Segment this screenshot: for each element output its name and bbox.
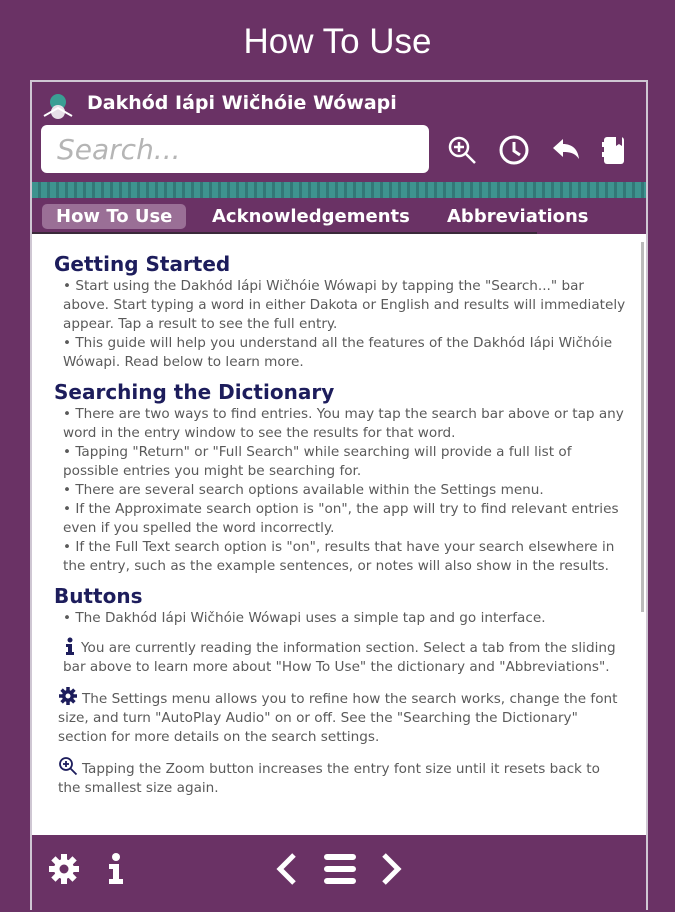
paragraph: • There are several search options available within the Settings menu. bbox=[63, 482, 544, 498]
section-getting-started bbox=[54, 252, 626, 372]
page-title: How To Use bbox=[243, 22, 432, 61]
section-searching bbox=[54, 380, 626, 576]
tab-abbreviations[interactable]: Abbreviations bbox=[447, 206, 589, 227]
section-heading: Searching the Dictionary bbox=[54, 380, 335, 404]
settings-gear-icon[interactable] bbox=[46, 851, 82, 887]
paragraph: • Tapping "Return" or "Full Search" while searching will provide a full list of possible entries you might be searching for. bbox=[63, 444, 572, 479]
section-buttons bbox=[54, 584, 626, 798]
bottom-toolbar bbox=[32, 835, 646, 912]
paragraph: • If the Approximate search option is "on", the app will try to find relevant entries even if you spelled the word incorrectly. bbox=[63, 501, 619, 536]
zoom-text: Tapping the Zoom button increases the entry font size until it resets back to the smallest size again. bbox=[58, 761, 600, 796]
settings-paragraph bbox=[54, 686, 626, 747]
settings-text: The Settings menu allows you to refine how the search works, change the font size, and turn "AutoPlay Audio" on or off. See the "Searching the Dictionary" section for more details on the search settings. bbox=[58, 691, 618, 745]
zoom-in-icon[interactable] bbox=[446, 134, 478, 166]
logo-icon bbox=[40, 90, 76, 122]
zoom-in-icon bbox=[58, 756, 78, 776]
paragraph: • If the Full Text search option is "on", results that have your search elsewhere in the entry, such as the example sentences, or notes will also show in the results. bbox=[63, 539, 615, 574]
device-frame bbox=[30, 80, 648, 910]
app-name: Dakhód Iápi Wičhóie Wówapi bbox=[87, 92, 397, 114]
paragraph: • There are two ways to find entries. You may tap the search bar above or tap any word in the entry window to see the results for that word. bbox=[63, 406, 624, 441]
gear-icon bbox=[58, 686, 78, 706]
decorative-band bbox=[32, 182, 646, 198]
app-header bbox=[32, 82, 646, 232]
content-pane[interactable] bbox=[32, 234, 646, 835]
scrollbar[interactable] bbox=[641, 242, 644, 612]
tab-how-to-use[interactable]: How To Use bbox=[42, 204, 186, 229]
bookmark-icon[interactable] bbox=[598, 134, 630, 166]
chevron-right-icon[interactable] bbox=[372, 851, 408, 887]
history-icon[interactable] bbox=[498, 134, 530, 166]
paragraph: • This guide will help you understand all the features of the Dakhód Iápi Wičhóie Wówapi. Read below to learn more. bbox=[63, 335, 613, 370]
tab-acknowledgements[interactable]: Acknowledgements bbox=[212, 206, 410, 227]
paragraph: • The Dakhód Iápi Wičhóie Wówapi uses a simple tap and go interface. bbox=[63, 610, 546, 626]
search-input[interactable] bbox=[41, 125, 429, 173]
chevron-left-icon[interactable] bbox=[270, 851, 306, 887]
zoom-paragraph bbox=[54, 756, 626, 798]
info-text: You are currently reading the information section. Select a tab from the sliding bar above to learn more about "How To Use" the dictionary and "Abbreviations". bbox=[63, 640, 616, 675]
info-icon[interactable] bbox=[98, 851, 134, 887]
tab-bar bbox=[32, 202, 646, 232]
back-icon[interactable] bbox=[550, 134, 582, 166]
paragraph: • Start using the Dakhód Iápi Wičhóie Wówapi by tapping the "Search..." bar above. Start typing a word in either Dakota or English and results will immediately appear. Tap a result to see the full entry. bbox=[63, 278, 626, 332]
info-icon bbox=[63, 637, 77, 655]
info-paragraph bbox=[54, 637, 626, 677]
menu-icon[interactable] bbox=[322, 851, 358, 887]
section-heading: Buttons bbox=[54, 584, 143, 608]
section-heading: Getting Started bbox=[54, 252, 231, 276]
